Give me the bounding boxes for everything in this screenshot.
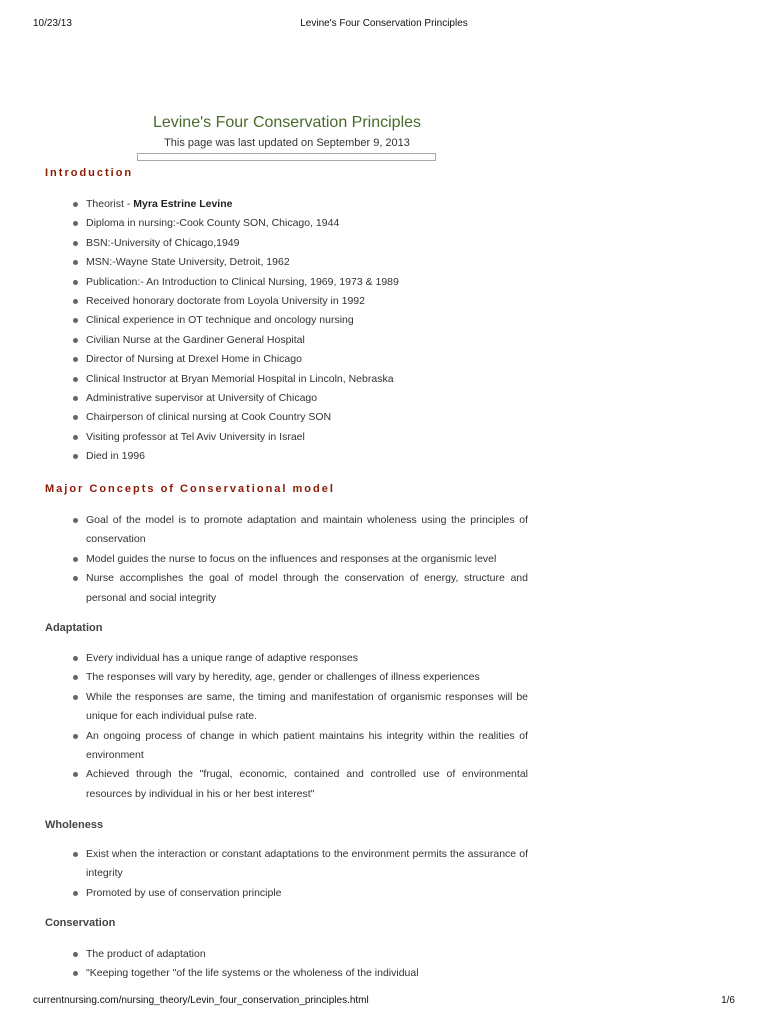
list-item: An ongoing process of change in which patient maintains his integrity within the realities of environment xyxy=(73,727,528,766)
list-item: Died in 1996 xyxy=(73,447,528,466)
theorist-prefix: Theorist - xyxy=(86,198,134,210)
list-item: Diploma in nursing:-Cook County SON, Chicago, 1944 xyxy=(73,214,528,233)
major-concepts-list xyxy=(73,511,528,608)
list-item: The responses will vary by heredity, age, gender or challenges of illness experiences xyxy=(73,668,528,687)
list-item: Every individual has a unique range of adaptive responses xyxy=(73,649,528,668)
list-item: Administrative supervisor at University of Chicago xyxy=(73,389,528,408)
list-item: Chairperson of clinical nursing at Cook Country SON xyxy=(73,408,528,427)
list-item: BSN:-University of Chicago,1949 xyxy=(73,234,528,253)
list-item: "Keeping together "of the life systems or the wholeness of the individual xyxy=(73,964,528,983)
list-item: Visiting professor at Tel Aviv University in Israel xyxy=(73,428,528,447)
title-divider xyxy=(137,153,436,161)
print-title: Levine's Four Conservation Principles xyxy=(300,18,468,29)
list-item: Received honorary doctorate from Loyola University in 1992 xyxy=(73,292,528,311)
introduction-list xyxy=(73,195,528,467)
wholeness-list xyxy=(73,845,528,903)
major-concepts-heading: Major Concepts of Conservational model xyxy=(45,483,335,495)
list-item xyxy=(73,195,528,214)
conservation-list xyxy=(73,945,528,984)
list-item: Exist when the interaction or constant adaptations to the environment permits the assurance of integrity xyxy=(73,845,528,884)
list-item: Civilian Nurse at the Gardiner General Hospital xyxy=(73,331,528,350)
list-item: Publication:- An Introduction to Clinical Nursing, 1969, 1973 & 1989 xyxy=(73,273,528,292)
list-item: Promoted by use of conservation principle xyxy=(73,884,528,903)
list-item: Goal of the model is to promote adaptation and maintain wholeness using the principles of conservation xyxy=(73,511,528,550)
list-item: Achieved through the "frugal, economic, contained and controlled use of environmental resources by individual in his or her best interest" xyxy=(73,765,528,804)
list-item: While the responses are same, the timing and manifestation of organismic responses will be unique for each individual pulse rate. xyxy=(73,688,528,727)
conservation-heading: Conservation xyxy=(45,917,116,929)
print-date: 10/23/13 xyxy=(33,18,72,29)
list-item: Nurse accomplishes the goal of model through the conservation of energy, structure and personal and social integrity xyxy=(73,569,528,608)
adaptation-heading: Adaptation xyxy=(45,622,103,634)
theorist-name: Myra Estrine Levine xyxy=(133,198,233,210)
wholeness-heading: Wholeness xyxy=(45,819,104,831)
list-item: Clinical experience in OT technique and oncology nursing xyxy=(73,311,528,330)
list-item: MSN:-Wayne State University, Detroit, 1962 xyxy=(73,253,528,272)
list-item: Clinical Instructor at Bryan Memorial Hospital in Lincoln, Nebraska xyxy=(73,370,528,389)
last-updated-text: This page was last updated on September 9, 2013 xyxy=(164,137,410,149)
page-number: 1/6 xyxy=(721,995,735,1006)
adaptation-list xyxy=(73,649,528,804)
introduction-heading: Introduction xyxy=(45,167,134,179)
list-item: Director of Nursing at Drexel Home in Chicago xyxy=(73,350,528,369)
page-title: Levine's Four Conservation Principles xyxy=(152,114,422,131)
list-item: Model guides the nurse to focus on the influences and responses at the organismic level xyxy=(73,550,528,569)
list-item: The product of adaptation xyxy=(73,945,528,964)
page-url: currentnursing.com/nursing_theory/Levin_four_conservation_principles.html xyxy=(33,995,369,1006)
